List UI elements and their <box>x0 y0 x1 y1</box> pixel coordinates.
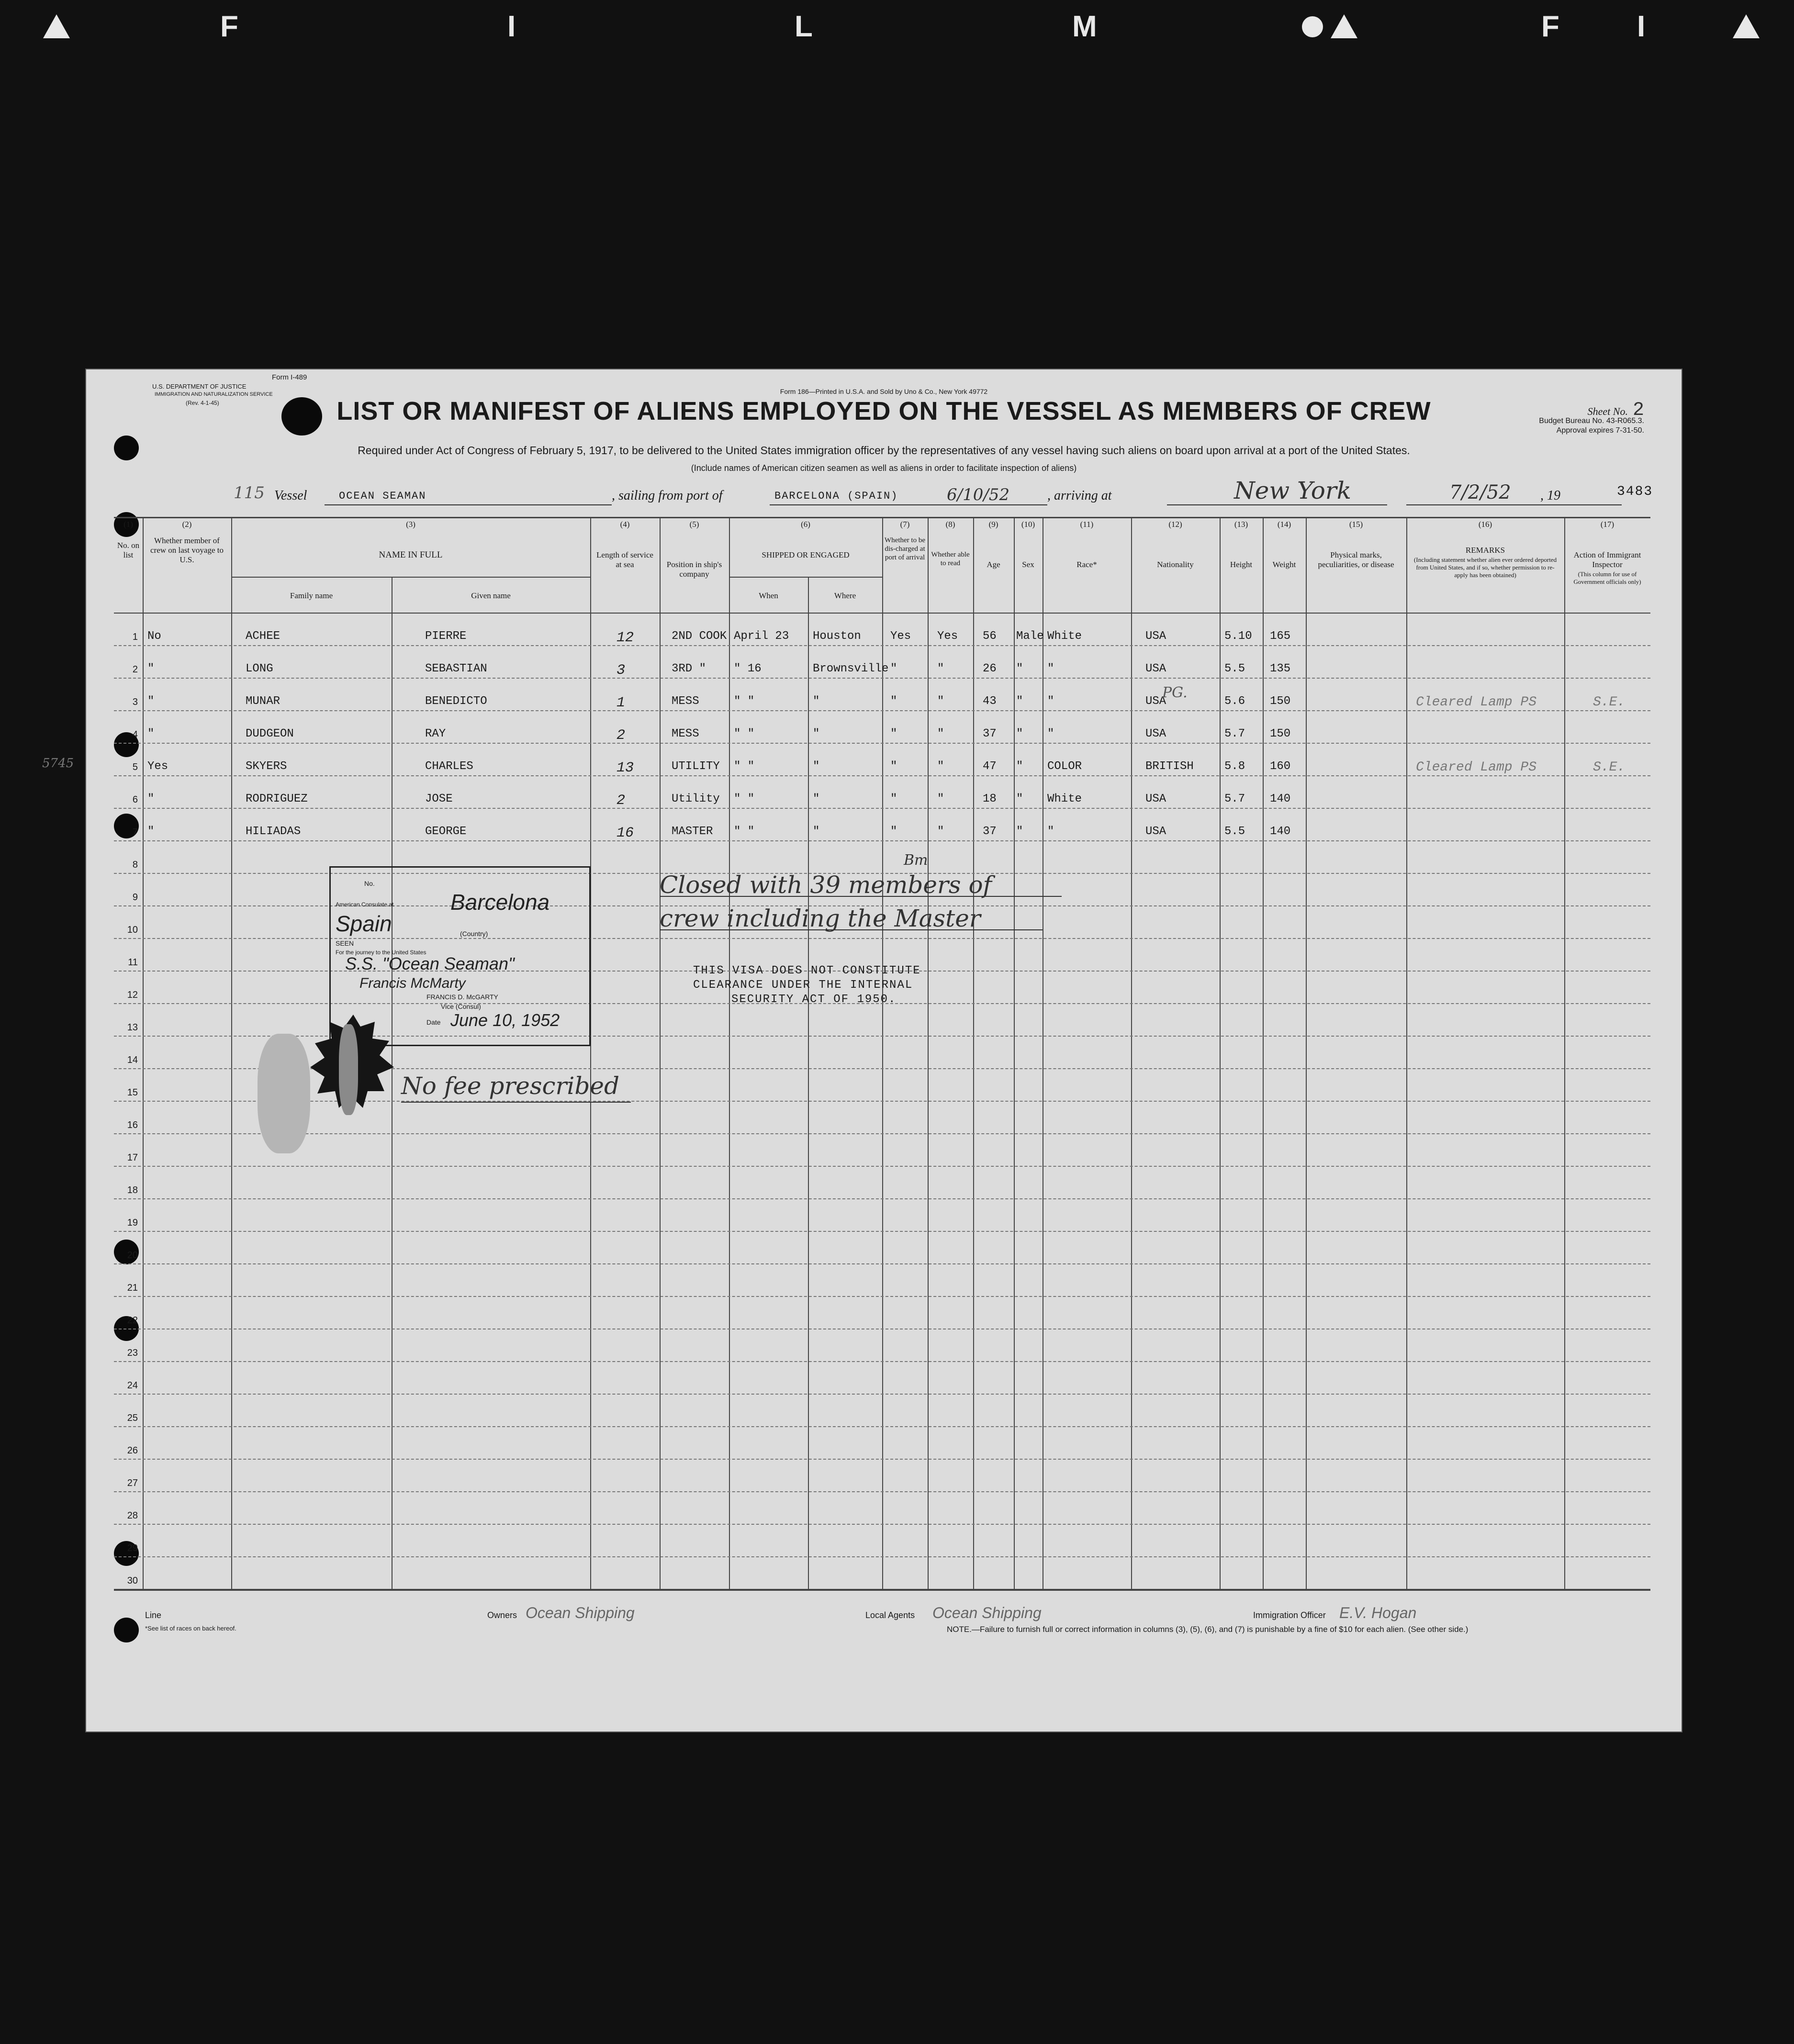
row-divider <box>114 1296 1650 1297</box>
arriving-label: , arriving at <box>1047 488 1112 503</box>
colnum-4: (4) <box>620 520 630 529</box>
cell-age: 56 <box>983 630 997 643</box>
row-divider <box>114 1133 1650 1134</box>
row-number: 1 <box>132 632 138 642</box>
cell-nationality: USA <box>1145 695 1166 708</box>
stamp-signature: Francis McMarty <box>359 975 466 991</box>
footer-line-label: Line <box>145 1610 162 1620</box>
row-divider <box>114 840 1650 841</box>
colnum-16: (16) <box>1478 520 1492 529</box>
row-number: 25 <box>127 1413 138 1423</box>
colnum-11: (11) <box>1080 520 1094 529</box>
cell-able-to-read: " <box>937 825 944 838</box>
cell-nationality: USA <box>1145 630 1166 643</box>
cell-family-name: SKYERS <box>246 760 287 773</box>
cell-discharge: " <box>890 793 897 805</box>
header-race: Race* <box>1076 560 1097 569</box>
stamp-date-label: Date <box>426 1018 441 1026</box>
cell-height: 5.8 <box>1224 760 1245 773</box>
header-family-name: Family name <box>290 591 333 600</box>
cell-discharge: " <box>890 825 897 838</box>
budget-info <box>1539 416 1644 436</box>
cell-last-voyage: " <box>147 727 155 740</box>
cell-race: COLOR <box>1047 760 1082 773</box>
cell-given-name: SEBASTIAN <box>425 662 487 675</box>
seal-smudge <box>258 1034 310 1153</box>
cell-nationality: USA <box>1145 662 1166 675</box>
cell-shipped-when: " 16 <box>734 662 762 675</box>
row-divider <box>114 1556 1650 1557</box>
no-fee-note: No fee prescribed <box>401 1072 619 1100</box>
form-id: Form I-489 <box>272 373 307 381</box>
sailing-label: , sailing from port of <box>612 488 723 503</box>
cell-shipped-where: Houston <box>813 630 861 643</box>
cell-last-voyage: " <box>147 825 155 838</box>
cell-weight: 135 <box>1270 662 1291 675</box>
row-divider <box>114 743 1650 744</box>
row-divider <box>114 1491 1650 1492</box>
colnum-5: (5) <box>689 520 699 529</box>
row-divider <box>114 775 1650 776</box>
cell-nationality: BRITISH <box>1145 760 1194 773</box>
cell-nationality: USA <box>1145 793 1166 805</box>
colnum-1: (1) <box>123 520 133 529</box>
cell-length-of-service: 3 <box>617 662 626 679</box>
cell-last-voyage: No <box>147 630 161 643</box>
row-number: 24 <box>127 1380 138 1391</box>
margin-code: 5745 <box>42 756 74 771</box>
row-number: 5 <box>132 762 138 772</box>
cell-shipped-when: " " <box>734 793 755 805</box>
cell-shipped-when: " " <box>734 695 755 708</box>
cell-position: UTILITY <box>672 760 720 773</box>
cell-discharge: " <box>890 727 897 740</box>
cell-position: MESS <box>672 695 699 708</box>
sailing-date: 6/10/52 <box>947 485 1010 504</box>
form-rev: (Rev. 4-1-45) <box>186 400 219 406</box>
colnum-13: (13) <box>1234 520 1248 529</box>
row-number: 12 <box>127 990 138 1000</box>
include-line: (Include names of American citizen seamen as well as aliens in order to facilitate inspection of aliens) <box>691 463 1077 473</box>
service: IMMIGRATION AND NATURALIZATION SERVICE <box>155 391 273 397</box>
cell-discharge: Yes <box>890 630 911 643</box>
required-line: Required under Act of Congress of February 5, 1917, to be delivered to the United States immigration officer by the representatives of any vessel having such aliens on board upon arrival at a port of the United States. <box>358 444 1410 457</box>
colnum-12: (12) <box>1168 520 1182 529</box>
header-action-inspector: Action of Immigrant Inspector <box>1573 550 1641 569</box>
row-divider <box>114 1459 1650 1460</box>
row-divider <box>114 645 1650 646</box>
cell-given-name: BENEDICTO <box>425 695 487 708</box>
stamp-consulate: American Consulate at <box>336 901 394 908</box>
stamp-typed-name: FRANCIS D. McGARTY <box>426 993 498 1001</box>
cell-shipped-where: " <box>813 695 820 708</box>
row-divider <box>114 678 1650 679</box>
film-letter-l: L <box>795 10 815 43</box>
row-number: 13 <box>127 1022 138 1033</box>
film-triangle-marker <box>1733 14 1760 38</box>
cell-shipped-when: " " <box>734 727 755 740</box>
row-number: 28 <box>127 1510 138 1521</box>
visa-note-line3: SECURITY ACT OF 1950. <box>731 993 897 1006</box>
cell-family-name: RODRIGUEZ <box>246 793 308 805</box>
cell-shipped-when: April 23 <box>734 630 789 643</box>
cell-age: 18 <box>983 793 997 805</box>
colnum-9: (9) <box>988 520 998 529</box>
vessel-line <box>114 477 1653 507</box>
row-number: 19 <box>127 1217 138 1228</box>
punch-hole <box>114 1618 139 1642</box>
header-when: When <box>759 591 778 600</box>
cell-family-name: HILIADAS <box>246 825 301 838</box>
cell-inspector-action: S.E. <box>1593 695 1626 710</box>
margin-note: 115 <box>234 483 265 503</box>
header-position: Position in ship's company <box>666 560 722 579</box>
cell-shipped-where: " <box>813 793 820 805</box>
colnum-3: (3) <box>406 520 415 529</box>
cell-shipped-when: " " <box>734 825 755 838</box>
cell-weight: 150 <box>1270 695 1291 708</box>
cell-discharge: " <box>890 695 897 708</box>
footer-note: NOTE.—Failure to furnish full or correct information in columns (3), (5), (6), and (7) is punishable by a fine of $10 for each alien. (See other side.) <box>947 1625 1469 1634</box>
row-divider <box>114 1394 1650 1395</box>
cell-last-voyage: Yes <box>147 760 168 773</box>
cell-age: 37 <box>983 825 997 838</box>
stamp-title: Vice (Consul) <box>441 1003 481 1010</box>
row-number: 16 <box>127 1120 138 1130</box>
colnum-15: (15) <box>1349 520 1363 529</box>
budget-line: Budget Bureau No. 43-R065.3. <box>1539 417 1644 425</box>
cell-age: 26 <box>983 662 997 675</box>
seal-smudge <box>339 1024 358 1115</box>
arrival-port: New York <box>1234 477 1351 504</box>
cell-length-of-service: 1 <box>617 695 626 711</box>
cell-given-name: GEORGE <box>425 825 467 838</box>
cell-able-to-read: " <box>937 662 944 675</box>
row-number: 18 <box>127 1185 138 1195</box>
header-age: Age <box>987 560 1000 569</box>
stamp-country: Spain <box>336 911 392 936</box>
header-name-in-full: NAME IN FULL <box>379 550 443 560</box>
stamp-seen: SEEN <box>336 939 354 947</box>
row-number: 11 <box>128 957 138 968</box>
stamp-journey: For the journey to the United States <box>336 949 426 956</box>
closed-note-initials: Bm <box>904 852 928 869</box>
header-able-to-read: Whether able to read <box>931 551 970 567</box>
row-number: 17 <box>127 1152 138 1163</box>
row-divider <box>114 1524 1650 1525</box>
film-triangle-marker <box>43 14 70 38</box>
cell-last-voyage: " <box>147 793 155 805</box>
cell-inspector-action: S.E. <box>1593 760 1626 775</box>
cell-weight: 140 <box>1270 825 1291 838</box>
row-number: 6 <box>132 794 138 805</box>
row-number: 3 <box>132 697 138 707</box>
sheet-label: Sheet No. <box>1587 405 1628 417</box>
cell-length-of-service: 13 <box>617 760 634 776</box>
header-where: Where <box>834 591 856 600</box>
cell-weight: 165 <box>1270 630 1291 643</box>
cell-able-to-read: " <box>937 760 944 773</box>
cell-family-name: LONG <box>246 662 273 675</box>
row-number: 29 <box>127 1543 138 1553</box>
cell-discharge: " <box>890 760 897 773</box>
cell-shipped-where: " <box>813 825 820 838</box>
cell-sex: " <box>1016 760 1023 773</box>
header-height: Height <box>1230 560 1253 569</box>
budget-expiry: Approval expires 7-31-50. <box>1556 426 1644 435</box>
stamp-vessel: S.S. "Ocean Seaman" <box>345 954 515 973</box>
colnum-7: (7) <box>900 520 910 529</box>
page-title: LIST OR MANIFEST OF ALIENS EMPLOYED ON THE VESSEL AS MEMBERS OF CREW <box>336 397 1431 425</box>
row-divider <box>114 1231 1650 1232</box>
row-divider <box>114 1198 1650 1199</box>
cell-weight: 140 <box>1270 793 1291 805</box>
film-letter-m: M <box>1072 10 1099 43</box>
row-number: 2 <box>132 664 138 675</box>
cell-able-to-read: Yes <box>937 630 958 643</box>
vessel-label: Vessel <box>274 488 307 503</box>
cell-shipped-where: " <box>813 760 820 773</box>
footer-agents: Ocean Shipping <box>932 1604 1042 1621</box>
cell-length-of-service: 16 <box>617 825 634 841</box>
manifest-page <box>42 369 1682 1732</box>
cell-sex: " <box>1016 662 1023 675</box>
cell-position: MASTER <box>672 825 713 838</box>
colnum-10: (10) <box>1021 520 1035 529</box>
cell-height: 5.5 <box>1224 662 1245 675</box>
cell-length-of-service: 2 <box>617 727 626 744</box>
cell-nationality: USA <box>1145 825 1166 838</box>
stamp-city: Barcelona <box>450 890 550 915</box>
header-physical-marks: Physical marks, peculiarities, or disease <box>1318 550 1394 569</box>
cell-remarks: Cleared Lamp PS <box>1416 760 1537 775</box>
row-number: 27 <box>127 1478 138 1488</box>
cell-position: 2ND COOK <box>672 630 727 643</box>
cell-race: " <box>1047 695 1054 708</box>
row-number: 20 <box>127 1250 138 1261</box>
cell-sex: " <box>1016 793 1023 805</box>
visa-note-line2: CLEARANCE UNDER THE INTERNAL <box>693 979 913 992</box>
row-divider <box>114 808 1650 809</box>
header-sex: Sex <box>1022 560 1034 569</box>
cell-family-name: MUNAR <box>246 695 280 708</box>
cell-height: 5.6 <box>1224 695 1245 708</box>
cell-height: 5.5 <box>1224 825 1245 838</box>
row-number: 4 <box>132 729 138 740</box>
cell-shipped-when: " " <box>734 760 755 773</box>
arrival-date: 7/2/52 <box>1449 481 1511 503</box>
footer-agents-label: Local Agents <box>865 1610 915 1620</box>
film-dot-marker <box>1302 16 1323 37</box>
header-no-on-list: No. on list <box>117 541 140 559</box>
stamp-no: No. <box>364 880 375 887</box>
cell-sex: Male <box>1016 630 1044 643</box>
cell-race: " <box>1047 727 1054 740</box>
header-length-of-service: Length of service at sea <box>596 550 653 569</box>
row-number: 7 <box>132 827 138 838</box>
header-remarks-note: (Including statement whether alien ever ordered deported from United States, and if so, whether permission to re-apply has been obtained) <box>1413 556 1557 579</box>
cell-family-name: ACHEE <box>246 630 280 643</box>
cell-shipped-where: Brownsville <box>813 662 889 675</box>
row-number: 9 <box>132 892 138 903</box>
cell-height: 5.7 <box>1224 727 1245 740</box>
row-divider <box>114 1426 1650 1427</box>
pg-note: PG. <box>1162 684 1188 701</box>
cell-position: 3RD " <box>672 662 706 675</box>
sheet-value: 2 <box>1632 400 1644 421</box>
header-nationality: Nationality <box>1157 560 1194 569</box>
cell-race: " <box>1047 825 1054 838</box>
row-number: 14 <box>127 1055 138 1065</box>
stamp-date: June 10, 1952 <box>450 1010 560 1030</box>
cell-position: Utility <box>672 793 720 805</box>
visa-note-line1: THIS VISA DOES NOT CONSTITUTE <box>693 964 921 977</box>
row-number: 26 <box>127 1445 138 1456</box>
printer-line: Form 186—Printed in U.S.A. and Sold by Uno & Co., New York 49772 <box>780 388 988 395</box>
footer-owners: Ocean Shipping <box>526 1604 635 1621</box>
cell-sex: " <box>1016 727 1023 740</box>
crew-table <box>42 517 1650 1603</box>
header-action-note: (This column for use of Government officials only) <box>1573 570 1641 585</box>
cell-race: White <box>1047 793 1082 805</box>
film-letter-i: I <box>507 10 518 43</box>
cell-shipped-where: " <box>813 727 820 740</box>
cell-height: 5.10 <box>1224 630 1252 643</box>
cell-able-to-read: " <box>937 793 944 805</box>
cell-given-name: JOSE <box>425 793 453 805</box>
cell-length-of-service: 2 <box>617 793 626 809</box>
header-remarks: REMARKS <box>1465 546 1505 555</box>
footer-race-note: *See list of races on back hereof. <box>145 1625 236 1632</box>
department: U.S. DEPARTMENT OF JUSTICE <box>152 383 247 390</box>
cell-discharge: " <box>890 662 897 675</box>
row-number: 23 <box>127 1348 138 1358</box>
header-given-name: Given name <box>471 591 511 600</box>
header-last-voyage: Whether member of crew on last voyage to U.S. <box>150 536 224 564</box>
cell-race: " <box>1047 662 1054 675</box>
closed-note-line1: Closed with 39 members of <box>660 871 992 899</box>
film-letter-i: I <box>1637 10 1648 43</box>
header-discharged: Whether to be dis-charged at port of arrival <box>885 536 925 561</box>
cell-family-name: DUDGEON <box>246 727 294 740</box>
row-number: 10 <box>127 925 138 935</box>
film-letter-f: F <box>220 10 240 43</box>
sheet-serial: 3483 <box>1617 484 1653 499</box>
year-label: , 19 <box>1540 488 1560 503</box>
cell-age: 43 <box>983 695 997 708</box>
row-divider <box>114 710 1650 711</box>
row-number: 15 <box>127 1087 138 1098</box>
film-strip <box>0 0 1794 53</box>
colnum-17: (17) <box>1600 520 1615 529</box>
cell-given-name: CHARLES <box>425 760 473 773</box>
row-number: 8 <box>132 860 138 870</box>
sailing-port: BARCELONA (SPAIN) <box>774 490 898 502</box>
colnum-2: (2) <box>182 520 192 529</box>
row-divider <box>114 1263 1650 1264</box>
cell-able-to-read: " <box>937 727 944 740</box>
film-triangle-marker <box>1331 14 1357 38</box>
cell-sex: " <box>1016 695 1023 708</box>
row-number: 21 <box>127 1283 138 1293</box>
row-divider <box>114 1361 1650 1362</box>
cell-weight: 160 <box>1270 760 1291 773</box>
cell-last-voyage: " <box>147 695 155 708</box>
header-weight: Weight <box>1272 560 1296 569</box>
cell-age: 37 <box>983 727 997 740</box>
footer-officer-label: Immigration Officer <box>1253 1610 1326 1620</box>
header-shipped-engaged: SHIPPED OR ENGAGED <box>762 550 850 559</box>
stamp-country-label: (Country) <box>460 930 488 938</box>
row-divider <box>114 1166 1650 1167</box>
row-number: 30 <box>127 1575 138 1586</box>
cell-remarks: Cleared Lamp PS <box>1416 695 1537 710</box>
cell-length-of-service: 12 <box>617 630 634 646</box>
cell-position: MESS <box>672 727 699 740</box>
colnum-6: (6) <box>801 520 810 529</box>
footer-owners-label: Owners <box>487 1610 517 1620</box>
colnum-8: (8) <box>945 520 955 529</box>
cell-sex: " <box>1016 825 1023 838</box>
cell-race: White <box>1047 630 1082 643</box>
row-number: 22 <box>127 1315 138 1326</box>
cell-given-name: RAY <box>425 727 446 740</box>
vessel-name: OCEAN SEAMAN <box>339 490 426 502</box>
cell-nationality: USA <box>1145 727 1166 740</box>
colnum-14: (14) <box>1277 520 1291 529</box>
cell-age: 47 <box>983 760 997 773</box>
footer-officer: E.V. Hogan <box>1339 1604 1417 1621</box>
cell-height: 5.7 <box>1224 793 1245 805</box>
cell-last-voyage: " <box>147 662 155 675</box>
cell-given-name: PIERRE <box>425 630 467 643</box>
cell-weight: 150 <box>1270 727 1291 740</box>
cell-able-to-read: " <box>937 695 944 708</box>
film-letter-f: F <box>1541 10 1561 43</box>
closed-note-line2: crew including the Master <box>660 905 981 932</box>
